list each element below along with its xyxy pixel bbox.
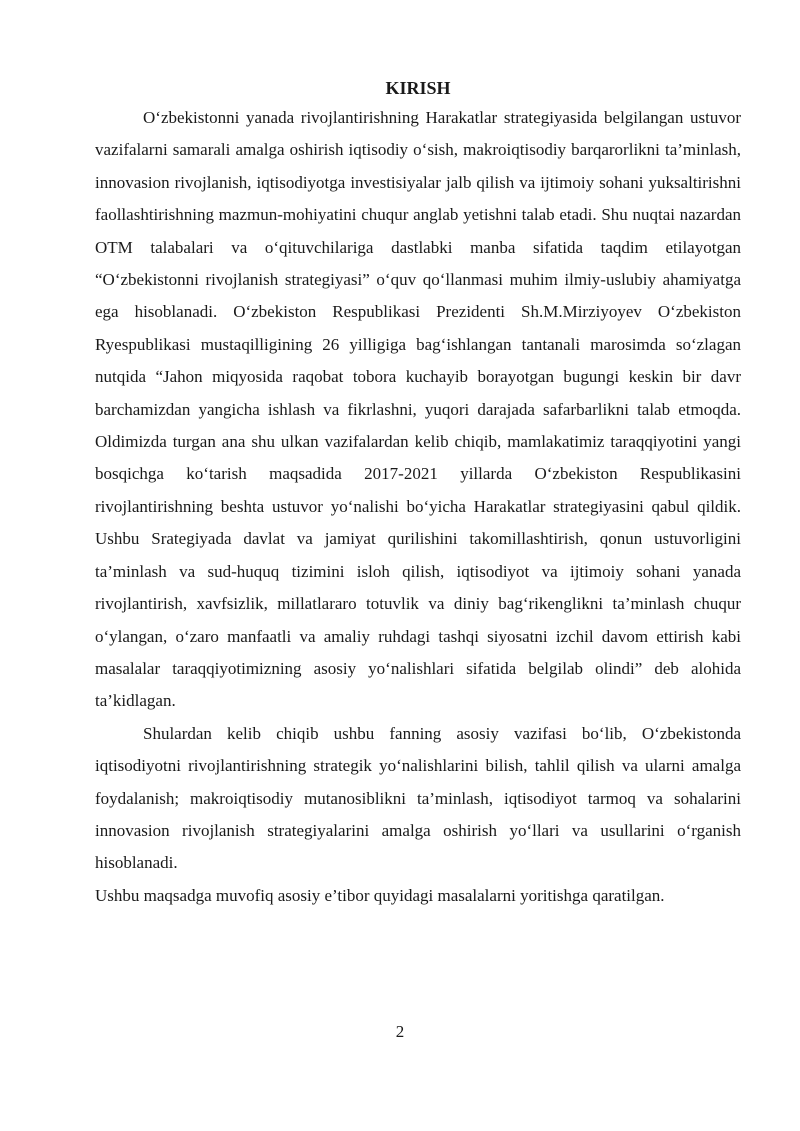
- page-number: 2: [395, 1022, 405, 1041]
- paragraph-goal: Ushbu maqsadga muvofiq asosiy e’tibor quyidagi masalalarni yoritishga qaratilgan.: [95, 885, 665, 905]
- document-page: [95, 76, 741, 912]
- paragraph-intro: O‘zbekistonni yanada rivojlantirishning Harakatlar strategiyasida belgilangan ustuvor vazifalarni samarali amalga oshirish iqtisodiy o‘sish, makroiqtisodiy barqarorlikni ta’minlash, innovasion rivojlanish, iqtisodiyotga investisiyalar jalb qilish va ijtimoiy sohani yuksaltirishni faollashtirishning mazmun-mohiyatini chuqur anglab yetishni talab etadi. Shu nuqtai nazardan OTM talabalari va o‘qituvchilariga dastlabki manba sifatida taqdim etilayotgan “O‘zbekistonni rivojlanish strategiyasi” o‘quv qo‘llanmasi muhim ilmiy-uslubiy ahamiyatga ega hisoblanadi. O‘zbekiston Respublikasi Prezidenti Sh.M.Mirziyoyev O‘zbekiston Ryespublikasi mustaqilligining 26 yilligiga bag‘ishlangan tantanali marosimda so‘zlagan nutqida “Jahon miqyosida raqobat tobora kuchayib borayotgan bugungi keskin bir davr barchamizdan yangicha ishlash va fikrlashni, yuqori darajada safarbarlikni talab etmoqda. Oldimizda turgan ana shu ulkan vazifalardan kelib chiqib, mamlakatimiz taraqqiyotini yangi bosqichga ko‘tarish maqsadida 2017-2021 yillarda O‘zbekiston Respublikasini rivojlantirishning beshta ustuvor yo‘nalishi bo‘yicha Harakatlar strategiyasini qabul qildik. Ushbu Srategiyada davlat va jamiyat qurilishini takomillashtirish, qonun ustuvorligini ta’minlash va sud-huquq tizimini isloh qilish, iqtisodiyot va ijtimoiy sohani yanada rivojlantirish, xavfsizlik, millatlararo totuvlik va diniy bag‘rikenglikni ta’minlash chuqur o‘ylangan, o‘zaro manfaatli va amaliy ruhdagi tashqi siyosatni izchil davom ettirish kabi masalalar taraqqiyotimizning asosiy yo‘nalishlari sifatida belgilab olindi” deb alohida ta’kidlagan.: [95, 108, 741, 711]
- paragraph-task: Shulardan kelib chiqib ushbu fanning asosiy vazifasi bo‘lib, O‘zbekistonda iqtisodiyotni rivojlantirishning strategik yo‘nalishlarini bilish, tahlil qilish va ularni amalga foydalanish; makroiqtisodiy mutanosiblikni ta’minlash, iqtisodiyot tarmoq va sohalarini innovasion rivojlanish strategiyalarini amalga oshirish yo‘llari va usullarini o‘rganish hisoblanadi.: [95, 723, 741, 873]
- page-title: KIRISH: [385, 78, 451, 98]
